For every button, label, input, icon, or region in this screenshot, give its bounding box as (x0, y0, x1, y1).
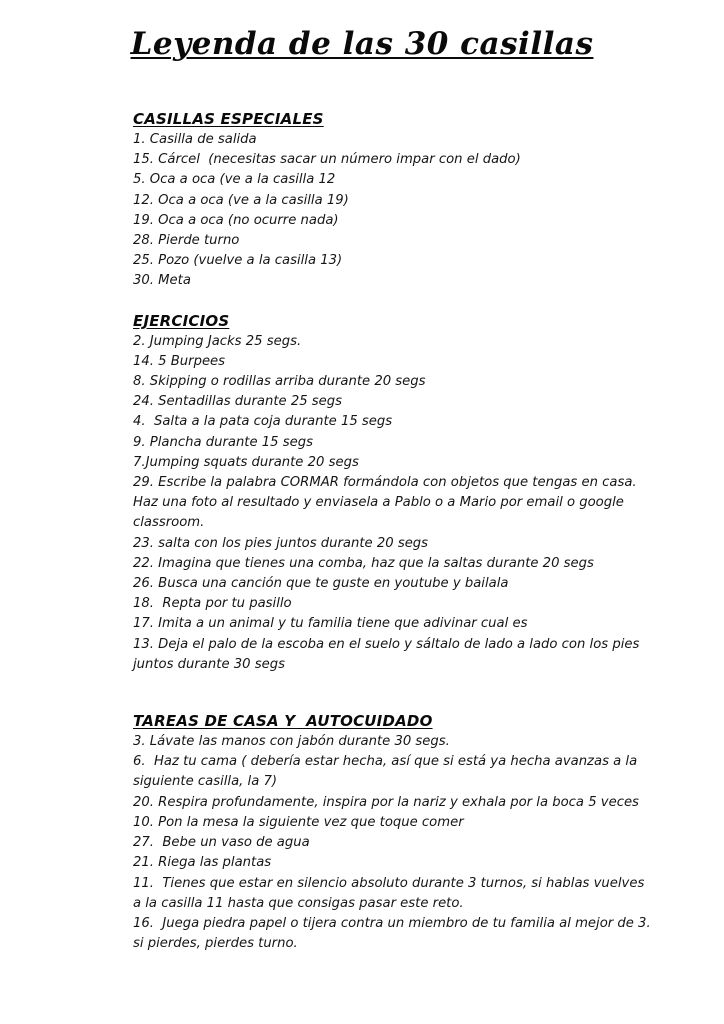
list-item: 17. Imita a un animal y tu familia tiene que adivinar cual es (133, 616, 528, 632)
document-title: Leyenda de las 30 casillas (130, 26, 594, 62)
list-item: 30. Meta (133, 273, 191, 289)
list-item: 25. Pozo (vuelve a la casilla 13) (133, 253, 343, 269)
list-item: 28. Pierde turno (133, 233, 240, 249)
list-item: 8. Skipping o rodillas arriba durante 20 segs (133, 374, 426, 390)
document-content (133, 108, 653, 954)
list-item: 19. Oca a oca (no ocurre nada) (133, 212, 339, 228)
list-item: 5. Oca a oca (ve a la casilla 12 (133, 172, 336, 188)
list-item: 29. Escribe la palabra CORMAR formándola con objetos que tengas en casa. Haz una foto al resultado y enviasela a Pablo o a Mario por email o google classroom. (133, 475, 641, 531)
list-item: 11. Tienes que estar en silencio absoluto durante 3 turnos, si hablas vuelves a la casilla 11 hasta que consigas pasar este reto. (133, 875, 649, 911)
list-item: 14. 5 Burpees (133, 353, 226, 369)
list-item: 22. Imagina que tienes una comba, haz que la saltas durante 20 segs (133, 555, 594, 571)
list-item: 2. Jumping Jacks 25 segs. (133, 333, 302, 349)
list-item: 23. salta con los pies juntos durante 20 segs (133, 535, 429, 551)
list-item: 18. Repta por tu pasillo (133, 596, 292, 612)
list-item: 24. Sentadillas durante 25 segs (133, 394, 343, 410)
list-item: 1. Casilla de salida (133, 132, 257, 147)
section-tareas-de-casa-y-autocuidado (133, 710, 653, 954)
list-item: 3. Lávate las manos con jabón durante 30 segs. (133, 734, 450, 750)
section-heading-tareas: TAREAS DE CASA Y AUTOCUIDADO (133, 712, 433, 731)
list-item: 20. Respira profundamente, inspira por la nariz y exhala por la boca 5 veces (133, 794, 639, 810)
list-item: 26. Busca una canción que te guste en youtube y bailala (133, 576, 509, 592)
list-item: 16. Juega piedra papel o tijera contra un miembro de tu familia al mejor de 3. si pierdes, pierdes turno. (133, 915, 655, 952)
list-item: 12. Oca a oca (ve a la casilla 19) (133, 192, 349, 208)
section-ejercicios (133, 310, 653, 675)
list-item: 15. Cárcel (necesitas sacar un número impar con el dado) (133, 152, 521, 168)
list-item: 9. Plancha durante 15 segs (133, 434, 313, 450)
section-heading-casillas-especiales: CASILLAS ESPECIALES (133, 110, 324, 128)
list-item: 6. Haz tu cama ( debería estar hecha, así que si está ya hecha avanzas a la siguiente casilla, la 7) (133, 754, 642, 790)
list-item: 27. Bebe un vaso de agua (133, 835, 310, 851)
list-item: 7.Jumping squats durante 20 segs (133, 454, 359, 470)
section-heading-ejercicios: EJERCICIOS (133, 311, 230, 330)
list-item: 21. Riega las plantas (133, 855, 272, 871)
list-item: 10. Pon la mesa la siguiente vez que toque comer (133, 814, 464, 830)
list-item: 4. Salta a la pata coja durante 15 segs (133, 414, 393, 430)
list-item: 13. Deja el palo de la escoba en el suelo y sáltalo de lado a lado con los pies juntos durante 30 segs (133, 636, 644, 672)
section-casillas-especiales (133, 108, 653, 292)
